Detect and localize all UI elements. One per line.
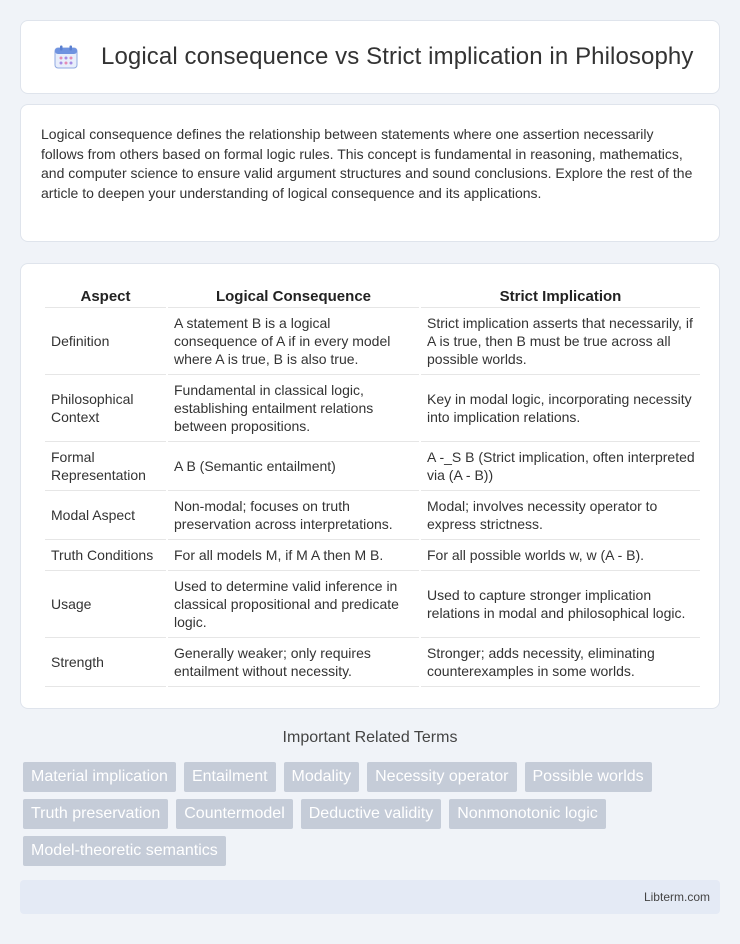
tag-truth-preservation[interactable]: Truth preservation	[23, 799, 168, 829]
table-row	[45, 442, 700, 491]
row-logical-consequence: Used to determine valid inference in classical propositional and predicate logic.	[168, 571, 419, 638]
header-strict-implication: Strict Implication	[421, 284, 700, 308]
row-logical-consequence: Generally weaker; only requires entailment without necessity.	[168, 638, 419, 687]
row-logical-consequence: Fundamental in classical logic, establishing entailment relations between propositions.	[168, 375, 419, 442]
row-aspect: Truth Conditions	[45, 540, 166, 571]
table-row	[45, 491, 700, 540]
comparison-table-card	[20, 263, 720, 709]
row-strict-implication: For all possible worlds w, w (A - B).	[421, 540, 700, 571]
tag-modality[interactable]: Modality	[284, 762, 360, 792]
table-row	[45, 375, 700, 442]
footer-site-link[interactable]: Libterm.com	[643, 890, 710, 904]
table-row	[45, 571, 700, 638]
row-strict-implication: A -_S B (Strict implication, often interpreted via (A - B))	[421, 442, 700, 491]
row-strict-implication: Stronger; adds necessity, eliminating counterexamples in some worlds.	[421, 638, 700, 687]
related-terms-section	[20, 729, 720, 866]
tag-deductive-validity[interactable]: Deductive validity	[301, 799, 442, 829]
row-strict-implication: Modal; involves necessity operator to express strictness.	[421, 491, 700, 540]
intro-paragraph: Logical consequence defines the relationship between statements where one assertion necessarily follows from others based on formal logic rules. This concept is fundamental in reasoning, mathematics, and computer science to ensure valid argument structures and sound conclusions. Explore the rest of the article to deepen your understanding of logical consequence and its applications.	[41, 126, 693, 201]
tag-entailment[interactable]: Entailment	[184, 762, 276, 792]
row-strict-implication: Strict implication asserts that necessarily, if A is true, then B must be true across all possible worlds.	[421, 308, 700, 375]
footer	[20, 880, 720, 914]
header-aspect: Aspect	[45, 284, 166, 308]
tag-possible-worlds[interactable]: Possible worlds	[525, 762, 652, 792]
related-terms-title: Important Related Terms	[282, 729, 458, 746]
row-logical-consequence: A B (Semantic entailment)	[168, 442, 419, 491]
comparison-table	[43, 284, 702, 687]
related-terms-tags	[20, 762, 720, 866]
intro-card	[20, 104, 720, 242]
header-logical-consequence: Logical Consequence	[168, 284, 419, 308]
tag-necessity-operator[interactable]: Necessity operator	[367, 762, 516, 792]
row-logical-consequence: Non-modal; focuses on truth preservation across interpretations.	[168, 491, 419, 540]
row-aspect: Usage	[45, 571, 166, 638]
row-logical-consequence: A statement B is a logical consequence of A if in every model where A is true, B is also true.	[168, 308, 419, 375]
tag-countermodel[interactable]: Countermodel	[176, 799, 293, 829]
page-title: Logical consequence vs Strict implication in Philosophy	[101, 43, 694, 70]
row-strict-implication: Key in modal logic, incorporating necessity into implication relations.	[421, 375, 700, 442]
table-row	[45, 308, 700, 375]
row-strict-implication: Used to capture stronger implication relations in modal and philosophical logic.	[421, 571, 700, 638]
row-aspect: Modal Aspect	[45, 491, 166, 540]
row-aspect: Strength	[45, 638, 166, 687]
calendar-icon	[51, 42, 81, 72]
row-logical-consequence: For all models M, if M A then M B.	[168, 540, 419, 571]
table-row	[45, 638, 700, 687]
tag-material-implication[interactable]: Material implication	[23, 762, 176, 792]
table-header-row	[45, 284, 700, 308]
tag-nonmonotonic-logic[interactable]: Nonmonotonic logic	[449, 799, 606, 829]
tag-model-theoretic-semantics[interactable]: Model-theoretic semantics	[23, 836, 226, 866]
row-aspect: Formal Representation	[45, 442, 166, 491]
table-row	[45, 540, 700, 571]
row-aspect: Philosophical Context	[45, 375, 166, 442]
title-card	[20, 20, 720, 94]
row-aspect: Definition	[45, 308, 166, 375]
